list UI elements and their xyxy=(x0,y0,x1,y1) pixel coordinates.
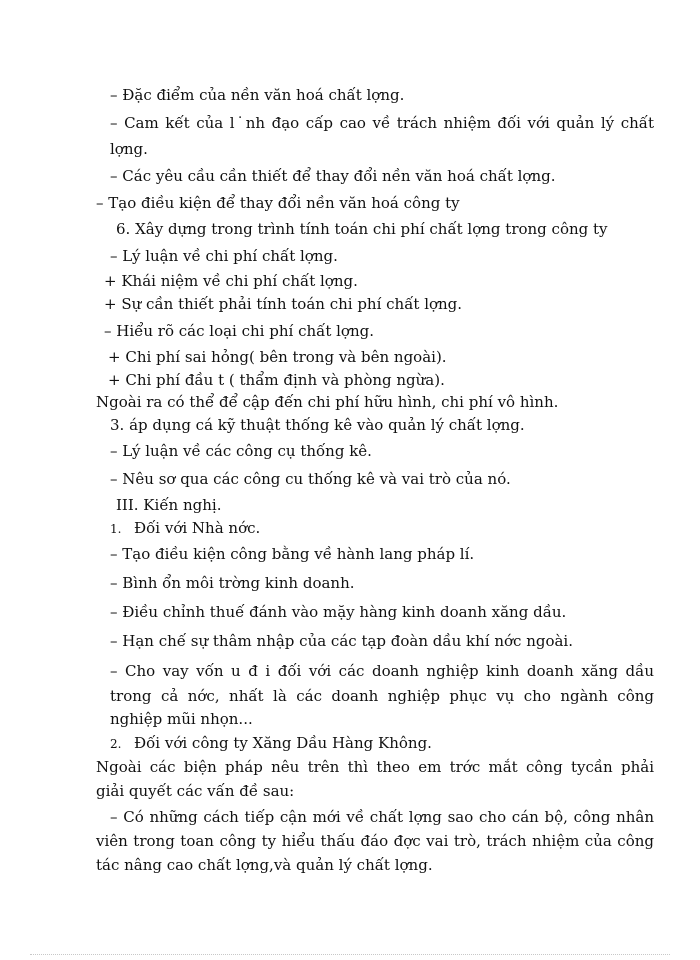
line-3: lợng. xyxy=(110,140,148,158)
line-27: Ngoài các biện pháp nêu trên thì theo em trớc mắt công tycần phải xyxy=(96,758,654,776)
line-20: – Bình ổn môi trờng kinh doanh. xyxy=(110,574,355,592)
line-29: – Có những cách tiếp cận mới về chất lợng sao cho cán bộ, công nhân xyxy=(110,808,654,826)
line-9: + Sự cần thiết phải tính toán chi phí chất lợng. xyxy=(104,295,463,313)
line-11: + Chi phí sai hỏng( bên trong và bên ngoài). xyxy=(108,348,447,366)
line-30: viên trong toan công ty hiểu thấu đáo đợc vai trò, trách nhiệm của công xyxy=(96,832,654,850)
line-28: giải quyết các vấn đề sau: xyxy=(96,782,295,800)
line-13: Ngoài ra có thể để cập đến chi phí hữu hình, chi phí vô hình. xyxy=(96,393,559,411)
line-5: – Tạo điều kiện để thay đổi nền văn hoá công ty xyxy=(96,194,460,212)
line-26-text: Đối với công ty Xăng Dầu Hàng Không. xyxy=(134,734,432,752)
line-6: 6. Xây dựng trong trình tính toán chi phí chất lợng trong công ty xyxy=(116,220,608,238)
line-8: + Khái niệm về chi phí chất lợng. xyxy=(104,272,358,290)
page-bottom-rule xyxy=(30,954,670,955)
line-23: – Cho vay vốn u đ i đối với các doanh nghiệp kinh doanh xăng dầu xyxy=(110,662,654,680)
line-2: – Cam kết của l˙nh đạo cấp cao về trách nhiệm đối với quản lý chất xyxy=(110,114,654,132)
line-18-number: 1. xyxy=(110,522,122,536)
line-25: nghiệp mũi nhọn... xyxy=(110,710,253,728)
line-10: – Hiểu rõ các loại chi phí chất lợng. xyxy=(104,322,374,340)
line-26-number: 2. xyxy=(110,737,122,751)
line-24: trong cả nớc, nhất là các doanh nghiệp phục vụ cho ngành công xyxy=(110,687,654,705)
line-15: – Lý luận về các công cụ thống kê. xyxy=(110,442,372,460)
line-16: – Nêu sơ qua các công cu thống kê và vai trò của nó. xyxy=(110,470,511,488)
line-4: – Các yêu cầu cần thiết để thay đổi nền văn hoá chất lợng. xyxy=(110,167,556,185)
line-7: – Lý luận về chi phí chất lợng. xyxy=(110,247,338,265)
line-19: – Tạo điều kiện công bằng về hành lang pháp lí. xyxy=(110,545,475,563)
line-1: – Đặc điểm của nền văn hoá chất lợng. xyxy=(110,86,405,104)
line-31: tác nâng cao chất lợng,và quản lý chất lợng. xyxy=(96,856,433,874)
line-21: – Điều chỉnh thuế đánh vào mặy hàng kinh doanh xăng dầu. xyxy=(110,603,567,621)
line-14: 3. áp dụng cá kỹ thuật thống kê vào quản lý chất lợng. xyxy=(110,416,525,434)
line-18-text: Đối với Nhà nớc. xyxy=(134,519,261,537)
line-12: + Chi phí đầu t ( thẩm định và phòng ngừa). xyxy=(108,371,445,389)
line-22: – Hạn chế sự thâm nhập của các tạp đoàn dầu khí nớc ngoài. xyxy=(110,632,573,650)
line-17: III. Kiến nghị. xyxy=(116,496,222,514)
